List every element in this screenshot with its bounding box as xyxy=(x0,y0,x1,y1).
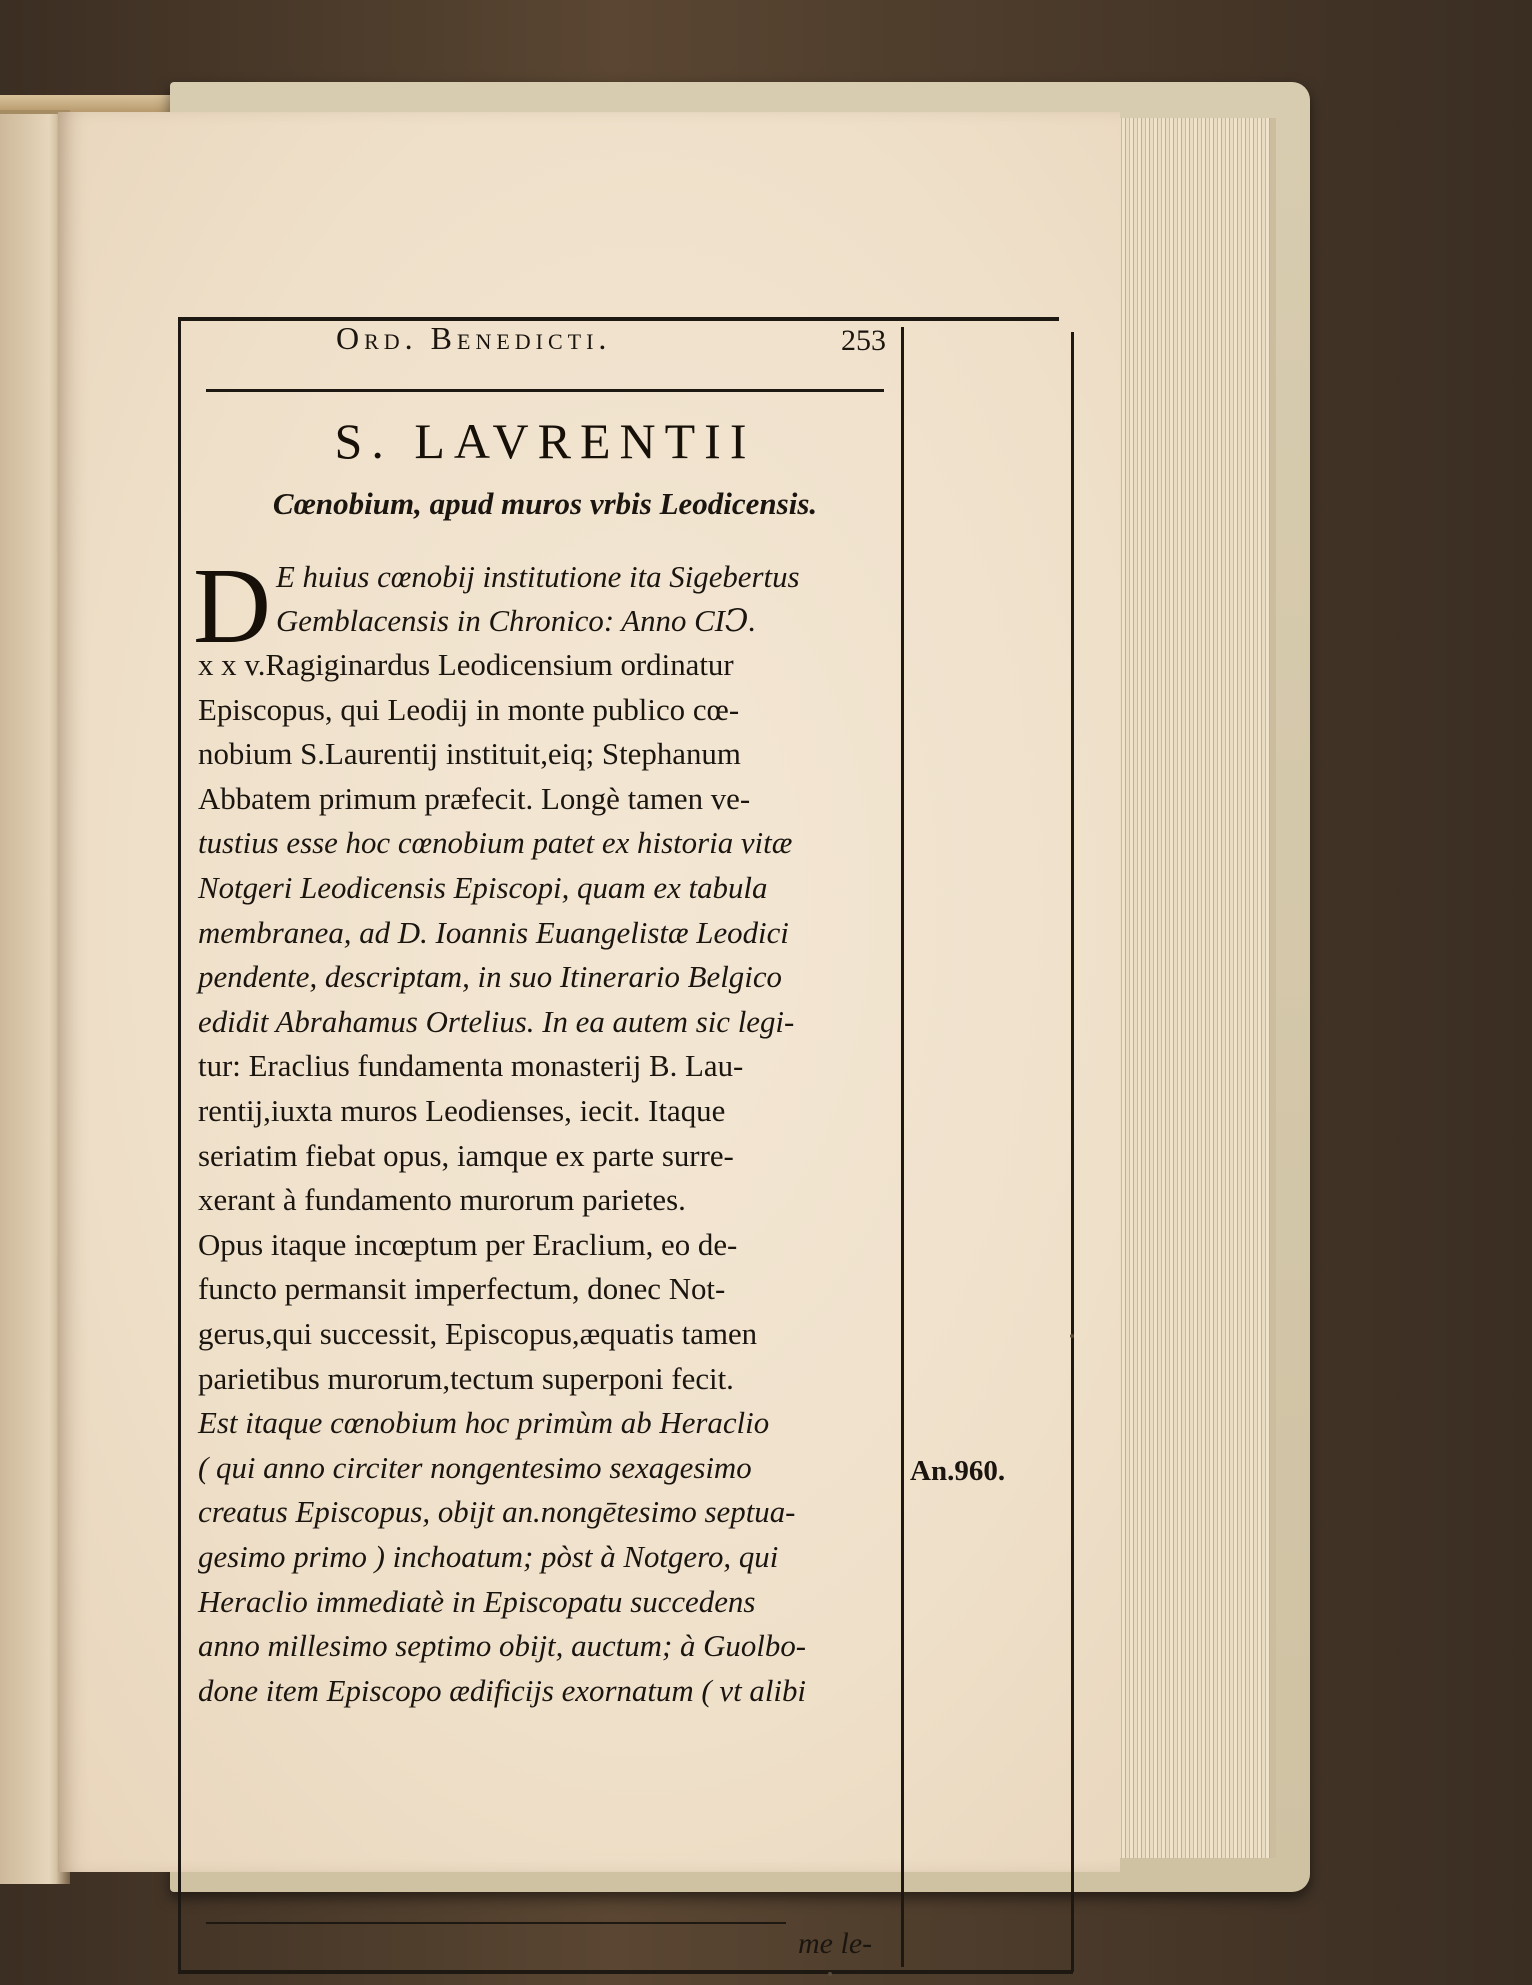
text-line: gesimo primo ) inchoatum; pòst à Notgero, qui xyxy=(198,1539,779,1574)
text-line: Est itaque cœnobium hoc primùm ab Heraclio xyxy=(198,1405,770,1441)
frame-rule-right xyxy=(1071,332,1074,1972)
text-line: tur: Eraclius fundamenta monasterij B. Lau- xyxy=(198,1048,744,1084)
page-edges xyxy=(1110,118,1276,1858)
frame-rule-head xyxy=(206,389,884,392)
text-line: done item Episcopo ædificijs exornatum ( vt alibi xyxy=(198,1672,806,1708)
text-line: rentij,iuxta muros Leodienses, iecit. Itaque xyxy=(198,1093,726,1128)
running-head: Ord. Benedicti. xyxy=(336,320,612,356)
text-line: Gemblacensis in Chronico: Anno CIↃ. xyxy=(276,603,757,638)
text-line: xerant à fundamento murorum parietes. xyxy=(198,1182,686,1218)
text-line: x x v.Ragiginardus Leodicensium ordinatur xyxy=(198,647,734,682)
text-line: pendente, descriptam, in suo Itinerario Belgico xyxy=(198,959,782,995)
text-line: gerus,qui successit, Episcopus,æquatis tamen xyxy=(198,1316,758,1351)
frame-rule-text-end xyxy=(206,1922,786,1924)
text-line: Abbatem primum præfecit. Longè tamen ve- xyxy=(198,780,751,816)
ink-speck xyxy=(1070,1334,1074,1338)
text-line: functo permansit imperfectum, donec Not- xyxy=(198,1271,726,1307)
text-line: membranea, ad D. Ioannis Euangelistæ Leodici xyxy=(198,914,789,950)
frame-rule-left xyxy=(178,317,181,1972)
text-line: Episcopus, qui Leodij in monte publico cœ- xyxy=(198,691,740,727)
text-line: anno millesimo septimo obijt, auctum; à Guolbo- xyxy=(198,1628,807,1664)
text-line: E huius cœnobij institutione ita Sigebertus xyxy=(276,559,800,594)
text-line: tustius esse hoc cœnobium patet ex historia vitæ xyxy=(198,825,793,861)
page-subtitle: Cœnobium, apud muros vrbis Leodicensis. xyxy=(272,486,818,521)
text-line: Opus itaque incœptum per Eraclium, eo de- xyxy=(198,1226,738,1262)
drop-cap: D xyxy=(193,547,271,666)
margin-note: An.960. xyxy=(910,1455,1006,1487)
text-line: seriatim fiebat opus, iamque ex parte surre- xyxy=(198,1137,734,1173)
page-title: S. LAVRENTII xyxy=(334,413,756,469)
book-page xyxy=(58,112,1120,1960)
text-line: creatus Episcopus, obijt an.nongētesimo septua- xyxy=(198,1494,796,1530)
ink-speck xyxy=(828,1972,832,1976)
text-line: edidit Abrahamus Ortelius. In ea autem sic legi- xyxy=(198,1003,795,1039)
text-line: Heraclio immediatè in Episcopatu succedens xyxy=(198,1583,756,1619)
frame-rule-inner xyxy=(901,327,904,1967)
page-number: 253 xyxy=(841,324,886,357)
frame-rule-bottom xyxy=(178,1970,1073,1974)
text-line: ( qui anno circiter nongentesimo sexagesimo xyxy=(198,1449,752,1485)
text-line: parietibus murorum,tectum superponi fecit. xyxy=(198,1360,734,1396)
text-line: Notgeri Leodicensis Episcopi, quam ex tabula xyxy=(198,870,768,905)
text-line: nobium S.Laurentij instituit,eiq; Stephanum xyxy=(198,736,741,772)
catchword: me le- xyxy=(798,1927,873,1960)
